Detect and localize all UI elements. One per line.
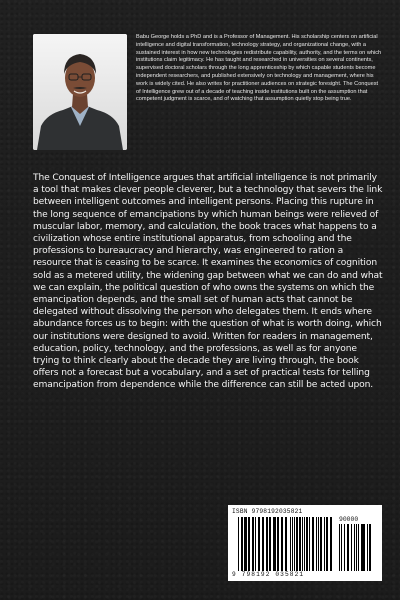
barcode-digits: 9 798192 035821 <box>232 571 305 578</box>
barcode-gap <box>332 517 333 571</box>
isbn-label: ISBN 9798192035821 <box>232 508 303 515</box>
barcode-addon-bars <box>339 524 373 571</box>
barcode-bars <box>238 517 334 571</box>
author-bio: Babu George holds a PhD and is a Professor of Management. His scholarship centers on artificial intelligence and digital transformation, technology strategy, and organizational change, with a sustained interest in how new technologies redistribute capability, authority, and the terms on which institutions claim legitimacy. He has taught and researched in universities on several continents, supervised doctoral scholars through the long apprenticeship by which capable students become independent researchers, and published extensively on technology and management, where his work is widely cited. He also writes for practitioner audiences on strategic foresight. The Conquest of Intelligence grew out of a decade of teaching inside institutions built on the assumption that competent judgment is scarce, and of watching that assumption quietly stop being true. <box>136 34 382 103</box>
price-code: 90000 <box>339 516 359 523</box>
author-portrait-icon <box>33 34 127 150</box>
isbn-barcode <box>228 505 382 581</box>
author-photo <box>33 34 127 150</box>
barcode-bar <box>369 524 371 571</box>
book-description: The Conquest of Intelligence argues that artificial intelligence is not primarily a tool that makes clever people cleverer, but a technology that severs the link between intelligent outcomes and intelligent persons. Placing this rupture in the long sequence of emancipations by which human beings were relieved of muscular labor, memory, and calculation, the book traces what happens to a civilization whose entire institutional apparatus, from schooling and the professions to bureaucracy and hierarchy, was engineered to ration a resource that is ceasing to be scarce. It examines the economics of cognition sold as a metered utility, the widening gap between what we can do and what we can explain, the political question of who owns the systems on which the emancipation depends, and the small set of human acts that cannot be delegated without dissolving the person who delegates them. It ends where abundance forces us to begin: with the question of what is worth doing, which our institutions were designed to avoid. Written for readers in management, education, policy, technology, and the professions, as well as for anyone trying to think clearly about the decade they are living through, the book offers not a forecast but a vocabulary, and a set of practical tests for telling emancipation from dependence while the difference can still be acted upon. <box>33 173 383 391</box>
